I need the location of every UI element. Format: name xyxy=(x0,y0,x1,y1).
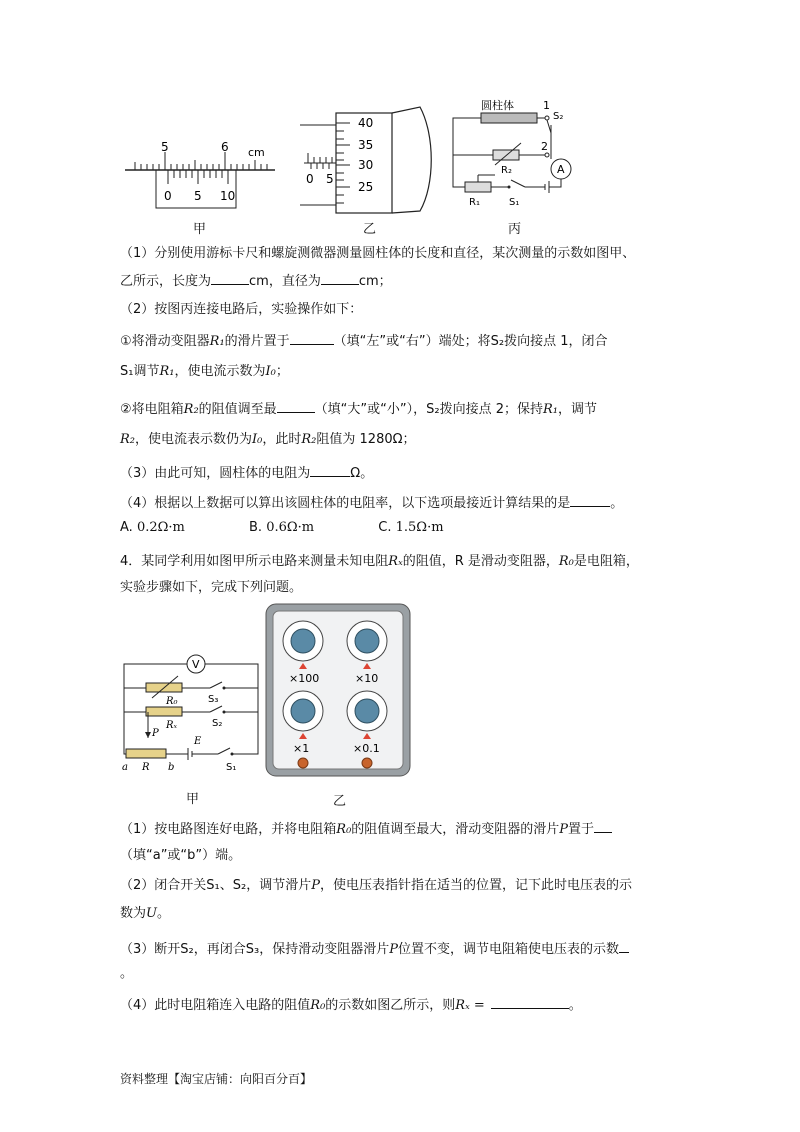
q4-step4: （4）此时电阻箱连入电路的阻值R₀的示数如图乙所示，则Rₓ = 。 xyxy=(120,994,582,1016)
dial-x10-label: ×10 xyxy=(355,672,379,685)
circuit-a-s1: S₁ xyxy=(226,762,237,773)
circuit-a-meter: V xyxy=(192,658,200,671)
micrometer-caption: 乙 xyxy=(363,222,377,237)
circuit-a-e: E xyxy=(194,736,202,747)
q4-step2: （2）闭合开关S₁、S₂，调节滑片P，使电压表指针指在适当的位置，记下此时电压表的示 xyxy=(120,878,632,893)
circuit-a-s3: S₃ xyxy=(208,694,219,705)
micrometer-figure xyxy=(300,105,440,215)
resistance-box-caption: 乙 xyxy=(333,794,347,809)
caliper-caption: 甲 xyxy=(193,222,207,237)
q3-line6: ②将电阻箱R₂的阻值调至最 （填“大”或“小”），S₂拨向接点 2；保持R₁，调节 xyxy=(120,398,597,420)
rx-blank xyxy=(491,994,569,1009)
circuit-a-p: P xyxy=(152,728,159,739)
caliper-label-6: 6 xyxy=(221,140,229,154)
terminal-left xyxy=(298,758,308,768)
q3-line5: S₁调节R₁，使电流示数为I₀； xyxy=(120,364,289,379)
q4-line2: 实验步骤如下，完成下列问题。 xyxy=(120,580,303,595)
sleeve-label-0: 0 xyxy=(306,172,314,186)
circuit-c-s1: S₁ xyxy=(509,197,520,208)
q4-step3: （3）断开S₂，再闭合S₃，保持滑动变阻器滑片P位置不变，调节电阻箱使电压表的示数 xyxy=(120,938,629,960)
micro-tick-40: 40 xyxy=(358,116,374,130)
circuit-c-r1: R₁ xyxy=(469,197,480,208)
q3-line2: 乙所示，长度为 cm，直径为 cm； xyxy=(120,270,392,292)
diameter-blank xyxy=(321,270,359,285)
q4-step1: （1）按电路图连好电路，并将电阻箱R₀的阻值调至最大，滑动变阻器的滑片P置于 xyxy=(120,818,612,840)
circuit-a-rx: Rₓ xyxy=(166,720,178,731)
resistance-blank xyxy=(310,462,350,477)
resistance-box-blank xyxy=(277,398,315,413)
circuit-c-p2: 2 xyxy=(541,140,548,153)
q4-step1-cont: （填“a”或“b”）端。 xyxy=(120,848,242,863)
q3-line4: ①将滑动变阻器R₁的滑片置于 （填“左”或“右”）端处；将S₂拨向接点 1，闭合 xyxy=(120,330,608,352)
q3-line1: （1）分别使用游标卡尺和螺旋测微器测量圆柱体的长度和直径，某次测量的示数如图甲、 xyxy=(120,246,636,261)
q3-line3: （2）按图丙连接电路后，实验操作如下： xyxy=(120,302,363,317)
q3-line7: R₂，使电流表示数仍为I₀，此时R₂阻值为 1280Ω； xyxy=(120,432,416,447)
circuit-a-s2: S₂ xyxy=(212,718,223,729)
micro-tick-25: 25 xyxy=(358,180,374,194)
dial-x1-label: ×1 xyxy=(293,742,310,755)
q3-options: A. 0.2Ω·m B. 0.6Ω·m C. 1.5Ω·m xyxy=(120,520,444,535)
circuit-c-meter: A xyxy=(557,163,565,176)
resistivity-blank xyxy=(570,492,610,507)
circuit-c-p1: 1 xyxy=(543,99,550,112)
dial-x01-label: ×0.1 xyxy=(353,742,380,755)
circuit-c-r2: R₂ xyxy=(501,165,512,176)
q4-step3-cont: 。 xyxy=(120,966,134,981)
q4-step2-cont: 数为U。 xyxy=(120,906,170,921)
q3-line9: （4）根据以上数据可以算出该圆柱体的电阻率，以下选项最接近计算结果的是 。 xyxy=(120,492,623,514)
circuit-a-a: a xyxy=(122,762,128,773)
q3-line8: （3）由此可知，圆柱体的电阻为 Ω。 xyxy=(120,462,373,484)
slider-end-blank xyxy=(594,818,612,833)
vernier-label-0: 0 xyxy=(164,189,172,203)
slider-position-blank xyxy=(290,330,334,345)
caliper-label-5: 5 xyxy=(161,140,169,154)
footer-text: 资料整理【淘宝店铺：向阳百分百】 xyxy=(120,1072,313,1086)
dial-x100-label: ×100 xyxy=(289,672,320,685)
vernier-label-10: 10 xyxy=(220,189,236,203)
q4-line1: 4．某同学利用如图甲所示电路来测量未知电阻Rₓ的阻值，R 是滑动变阻器，R₀是电阻箱， xyxy=(120,554,639,569)
vernier-label-5: 5 xyxy=(194,189,202,203)
sleeve-label-5: 5 xyxy=(326,172,334,186)
length-blank xyxy=(211,270,249,285)
circuit-a-figure xyxy=(118,652,268,776)
cylinder-label: 圆柱体 xyxy=(481,99,514,112)
caliper-unit: cm xyxy=(248,146,265,159)
circuit-a-r: R xyxy=(142,762,150,773)
circuit-c-caption: 丙 xyxy=(508,222,522,237)
micro-tick-30: 30 xyxy=(358,158,374,172)
circuit-c-figure xyxy=(445,95,585,215)
circuit-c-s2: S₂ xyxy=(553,111,564,122)
circuit-a-caption: 甲 xyxy=(186,792,200,807)
circuit-a-r0: R₀ xyxy=(166,696,178,707)
voltmeter-blank xyxy=(619,938,629,953)
terminal-right xyxy=(362,758,372,768)
micro-tick-35: 35 xyxy=(358,138,374,152)
circuit-a-b: b xyxy=(168,762,175,773)
resistance-box-figure xyxy=(265,603,411,777)
